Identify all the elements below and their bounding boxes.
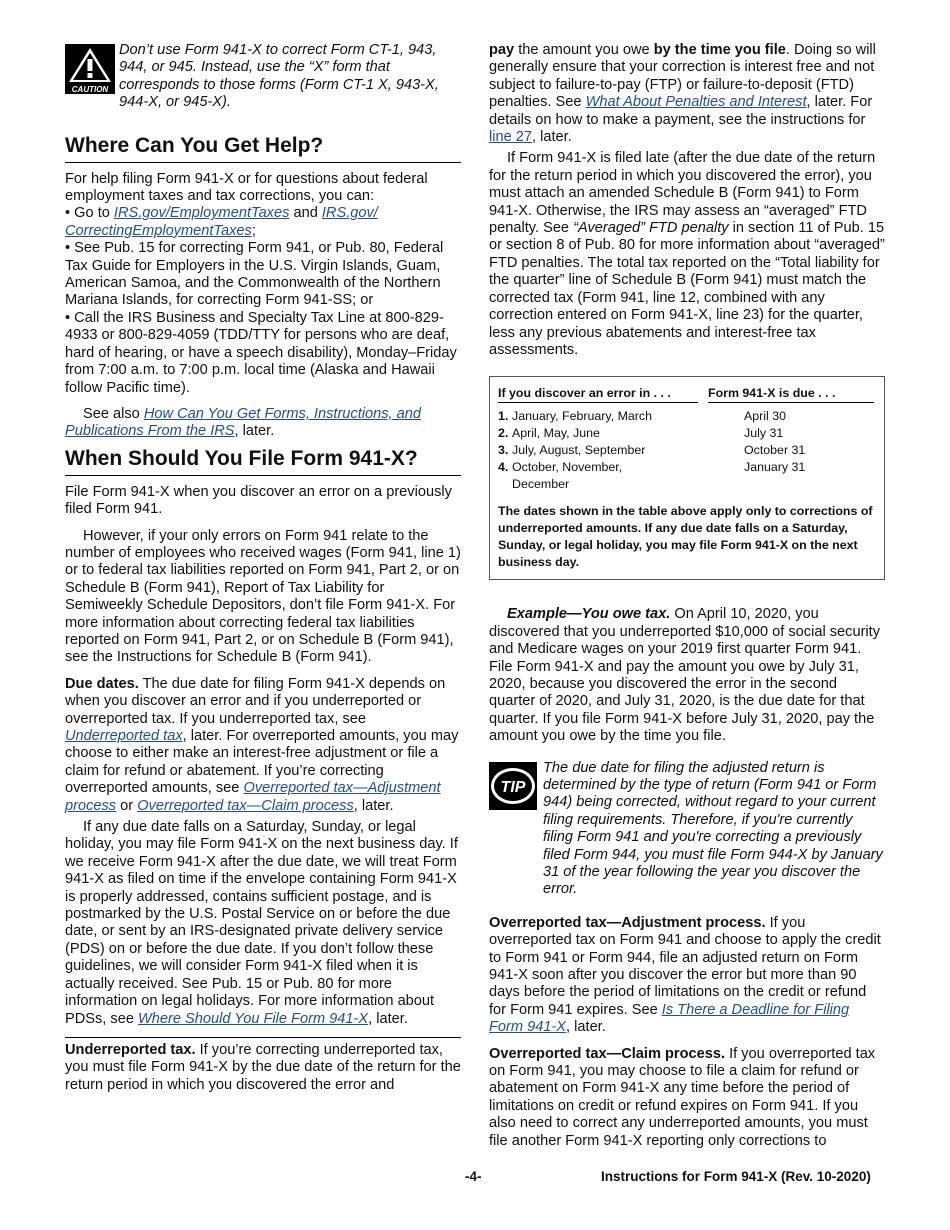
deadline-link[interactable]: Is There a Deadline for Filing Form 941-X: [489, 1001, 850, 1036]
when-p1: File Form 941-X when you discover an error on a previously filed Form 941.: [65, 483, 452, 518]
adjustment-process-link[interactable]: Overreported tax—Adjustment process: [65, 780, 441, 814]
adjustment-paragraph: Overreported tax—Adjustment process. If you overreported tax on Form 941 and choose to apply the credit to Form 941 or Form 944, file an adjusted return on Form 941-X soon after you discover the error but more than 90 days before the period of limitations on the credit or refund for Form 941 expires. See Is There a Deadline for Filing Form 941-X, later.: [489, 914, 881, 1036]
forms-link[interactable]: How Can You Get Forms, Instructions, and Publications From the IRS: [65, 405, 421, 440]
caution-icon: [65, 44, 115, 99]
left-column: [65, 42, 461, 1094]
claim-process-link[interactable]: Overreported tax—Claim process: [137, 797, 354, 814]
table-row: 4. October, November, December January 31: [498, 460, 806, 492]
table-row: 2. April, May, June July 31: [498, 426, 784, 441]
pay-paragraph: pay the amount you owe by the time you file. Doing so will generally ensure that your correction is interest free and not subject to failure-to-pay (FTP) or failure-to-deposit (FTD) penalties. See What About Penalties and Interest, later. For details on how to make a payment, see the instructions for line 27, later.: [489, 42, 876, 146]
where-file-link[interactable]: Where Should You File Form 941-X: [138, 1010, 369, 1027]
tip-icon: [489, 762, 537, 815]
example-paragraph: Example—You owe tax. On April 10, 2020, you discovered that you underreported $10,000 of social security and Medicare wages on your 2019 first quarter Form 941. File Form 941-X and pay the amount you owe by July 31, 2020, because you discovered the error in the second quarter of 2020, and July 31, 2020, is the due date for that quarter. If you file Form 941-X before July 31, 2020, pay the amount you owe by the time you file.: [489, 606, 881, 745]
page-number: -4-: [465, 1169, 482, 1184]
bullet-item: • Call the IRS Business and Specialty Tax Line at 800-829-4933 or 800-829-4059 (TDD/TTY for persons who are deaf, hard of hearing, or have a speech disability), Monday–Friday from 7:00 a.m. to 7:00 p.m. local time (Alaska and Hawaii follow Pacific time).: [65, 309, 457, 396]
line27-link[interactable]: line 27: [489, 129, 533, 146]
footer-title: Instructions for Form 941-X (Rev. 10-2020): [601, 1169, 871, 1184]
late-paragraph: If Form 941-X is filed late (after the due date of the return for the return period in which you discovered the error), you must attach an amended Schedule B (Form 941) to Form 941-X. Otherwise, the IRS may assess an “averaged” FTD penalty. See “Averaged” FTD penalty in section 11 of Pub. 15 or section 8 of Pub. 80 for more information about “averaged” FTD penalties. The total tax reported on the “Total liability for the quarter” line of Schedule B (Form 941) must match the corrected tax (Form 941, line 12, combined with any correction entered on Form 941-X, line 23) for the quarter, less any previous abatements and interest-free tax assessments.: [489, 150, 885, 358]
employment-taxes-link[interactable]: IRS.gov/EmploymentTaxes: [113, 205, 290, 222]
underreported-paragraph: Underreported tax. If you’re correcting underreported tax, you must file Form 941-X by the due date of the return for the return period in which you discovered the error and: [65, 1041, 461, 1093]
help-heading: Where Can You Get Help?: [65, 134, 461, 163]
bullet-item: • Go to IRS.gov/EmploymentTaxes and IRS.gov/ CorrectingEmploymentTaxes;: [65, 205, 378, 239]
bullet-item: • See Pub. 15 for correcting Form 941, or Pub. 80, Federal Tax Guide for Employers in the U.S. Virgin Islands, Guam, American Samoa, and the Commonwealth of the Northern Mariana Islands, for correcting Form 941-SS; or: [65, 240, 444, 309]
see-also: See also How Can You Get Forms, Instructions, and Publications From the IRS, later.: [65, 405, 421, 440]
due-date-table: [489, 376, 885, 580]
tip-callout: [489, 760, 885, 899]
tip-label: TIP: [500, 778, 526, 796]
weekend-paragraph: If any due date falls on a Saturday, Sunday, or legal holiday, you may file Form 941-X on the next business day. If we receive Form 941-X after the due date, we will treat Form 941-X as filed on time if the envelope containing Form 941-X is properly addressed, contains sufficient postage, and is postmarked by the U.S. Postal Service on or before the due date, or sent by an IRS-designated private delivery service (PDS) on or before the due date. If you don’t follow these guidelines, we will consider Form 941-X filed when it is actually received. See Pub. 15 or Pub. 80 for more information on legal holidays. For more information about PDSs, see Where Should You File Form 941-X, later.: [65, 819, 458, 1027]
when-p2: However, if your only errors on Form 941 relate to the number of employees who received wages (Form 941, line 1) or to federal tax liabilities reported on Form 941, Part 2, or on Schedule B (Form 941), Report of Tax Liability for Semiweekly Schedule Depositors, don’t file Form 941-X. For more information about correcting federal tax liabilities reported on Form 941, Part 2, or on Schedule B (Form 941), see the Instructions for Schedule B (Form 941).: [65, 527, 461, 666]
due-dates-paragraph: Due dates. The due date for filing Form 941-X depends on when you discover an error and if you underreported or overreported tax. If you underreported tax, see Underreported tax, later. For overreported amounts, you may choose to either make an interest-free adjustment or file a claim for refund or abatement. If you’re correcting overreported amounts, see Overreported tax—Adjustment process or Overreported tax—Claim process, later.: [65, 675, 459, 814]
underreported-link[interactable]: Underreported tax: [65, 728, 183, 744]
tip-text: The due date for filing the adjusted return is determined by the type of return (Form 941 or Form 944) being corrected, without regard to your current filing requirements. Therefore, if you're currently filing Form 941 and you're correcting a previously filed Form 944, you must file Form 944-X by January 31 of the year following the year you discover the error.: [543, 759, 883, 898]
header-error-period: If you discover an error in . . .: [498, 385, 698, 403]
header-due-date: Form 941-X is due . . .: [708, 385, 874, 403]
caution-callout: [65, 42, 461, 112]
help-intro: For help filing Form 941-X or for questions about federal employment taxes and tax corrections, you can:: [65, 170, 428, 205]
right-column: [489, 42, 885, 1150]
table-row: 3. July, August, September October 31: [498, 443, 806, 458]
caution-text: Don’t use Form 941-X to correct Form CT-1, 943, 944, or 945. Instead, use the “X” form that corresponds to those forms (Form CT-1 X, 943-X, 944-X, or 945-X).: [119, 42, 439, 111]
caution-label: CAUTION: [71, 85, 109, 94]
table-header: [498, 385, 876, 403]
claim-paragraph: Overreported tax—Claim process. If you overreported tax on Form 941, you may choose to file a claim for refund or abatement on Form 941-X any time before the period of limitations on credit or refund expires on Form 941. If you also need to correct any underreported amounts, you must file another Form 941-X reporting only corrections to: [489, 1045, 876, 1149]
when-heading: When Should You File Form 941-X?: [65, 447, 461, 476]
correcting-taxes-link[interactable]: IRS.gov/ CorrectingEmploymentTaxes: [65, 205, 378, 239]
table-row: 1. January, February, March April 30: [498, 409, 787, 424]
table-note: The dates shown in the table above apply only to corrections of underreported amounts. If any due date falls on a Saturday, Sunday, or legal holiday, you may file Form 941-X on the next business day.: [498, 504, 873, 570]
penalties-link[interactable]: What About Penalties and Interest: [585, 94, 807, 111]
